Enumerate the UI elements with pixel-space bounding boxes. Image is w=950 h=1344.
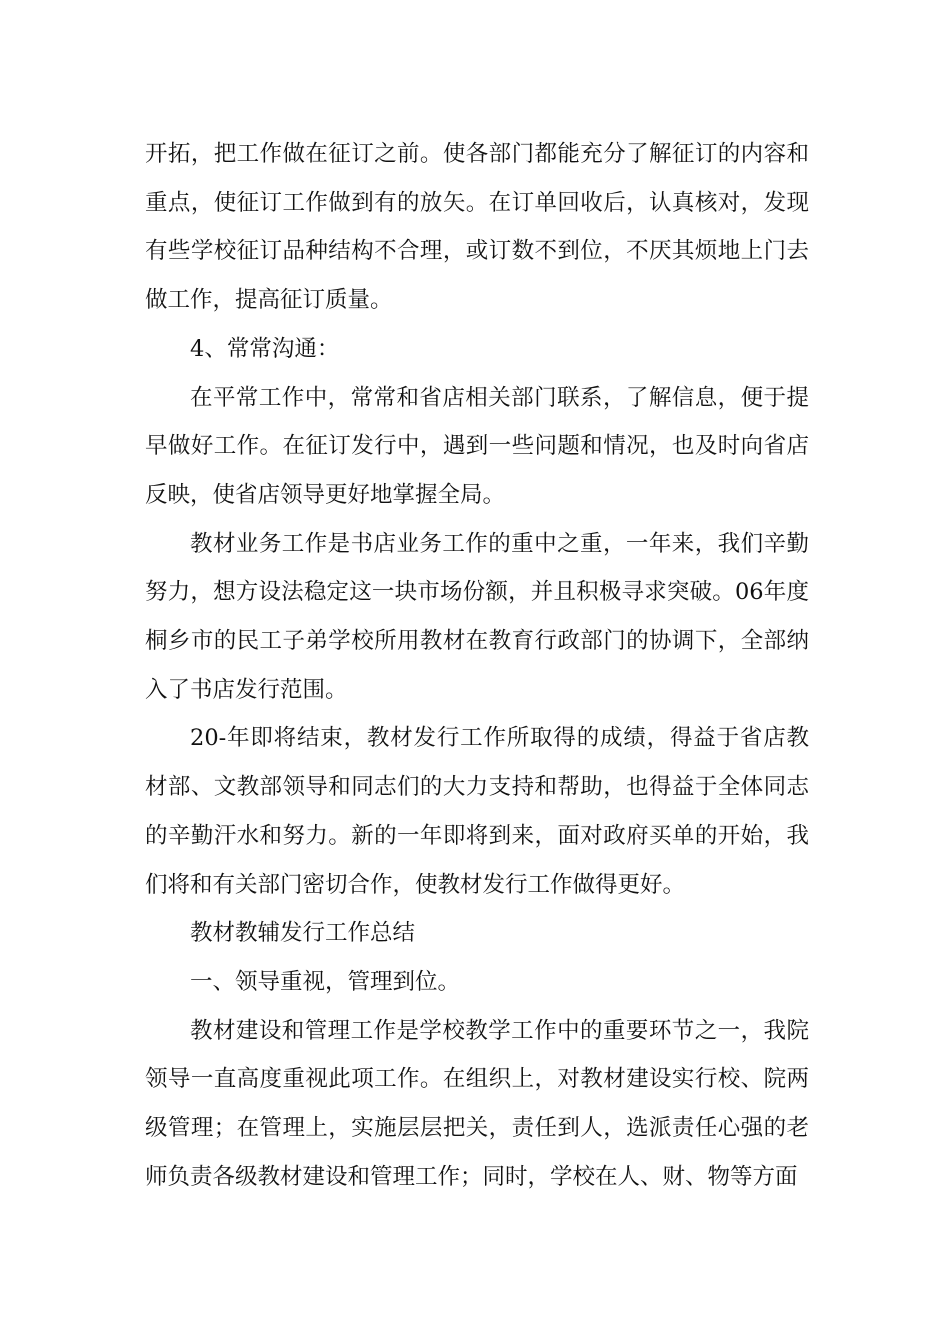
paragraph-year-end: 20-年即将结束，教材发行工作所取得的成绩，得益于省店教材部、文教部领导和同志们的大力支持和帮助，也得益于全体同志的辛勤汗水和努力。新的一年即将到来，面对政府买单的开始，我们将和有关部门密切合作，使教材发行工作做得更好。 (145, 725, 809, 898)
paragraph-leadership: 教材建设和管理工作是学校教学工作中的重要环节之一，我院领导一直高度重视此项工作。在组织上，对教材建设实行校、院两级管理；在管理上，实施层层把关，责任到人，选派责任心强的老师负责各级教材建设和管理工作；同时，学校在人、财、物等方面 (145, 1017, 809, 1190)
document-body (145, 130, 809, 1201)
paragraph-textbook-business: 教材业务工作是书店业务工作的重中之重，一年来，我们辛勤努力，想方设法稳定这一块市场份额，并且积极寻求突破。06年度桐乡市的民工子弟学校所用教材在教育行政部门的协调下，全部纳入了书店发行范围。 (145, 530, 809, 703)
section-heading-communication: 4、常常沟通： (190, 335, 340, 362)
paragraph-continuation: 开拓，把工作做在征订之前。使各部门都能充分了解征订的内容和重点，使征订工作做到有的放矢。在订单回收后，认真核对，发现有些学校征订品种结构不合理，或订数不到位，不厌其烦地上门去做工作，提高征订质量。 (145, 141, 809, 314)
section-heading-leadership: 一、领导重视，管理到位。 (190, 968, 461, 995)
summary-title: 教材教辅发行工作总结 (190, 920, 416, 947)
paragraph-communication: 在平常工作中，常常和省店相关部门联系，了解信息，便于提早做好工作。在征订发行中，遇到一些问题和情况，也及时向省店反映，使省店领导更好地掌握全局。 (145, 384, 809, 508)
